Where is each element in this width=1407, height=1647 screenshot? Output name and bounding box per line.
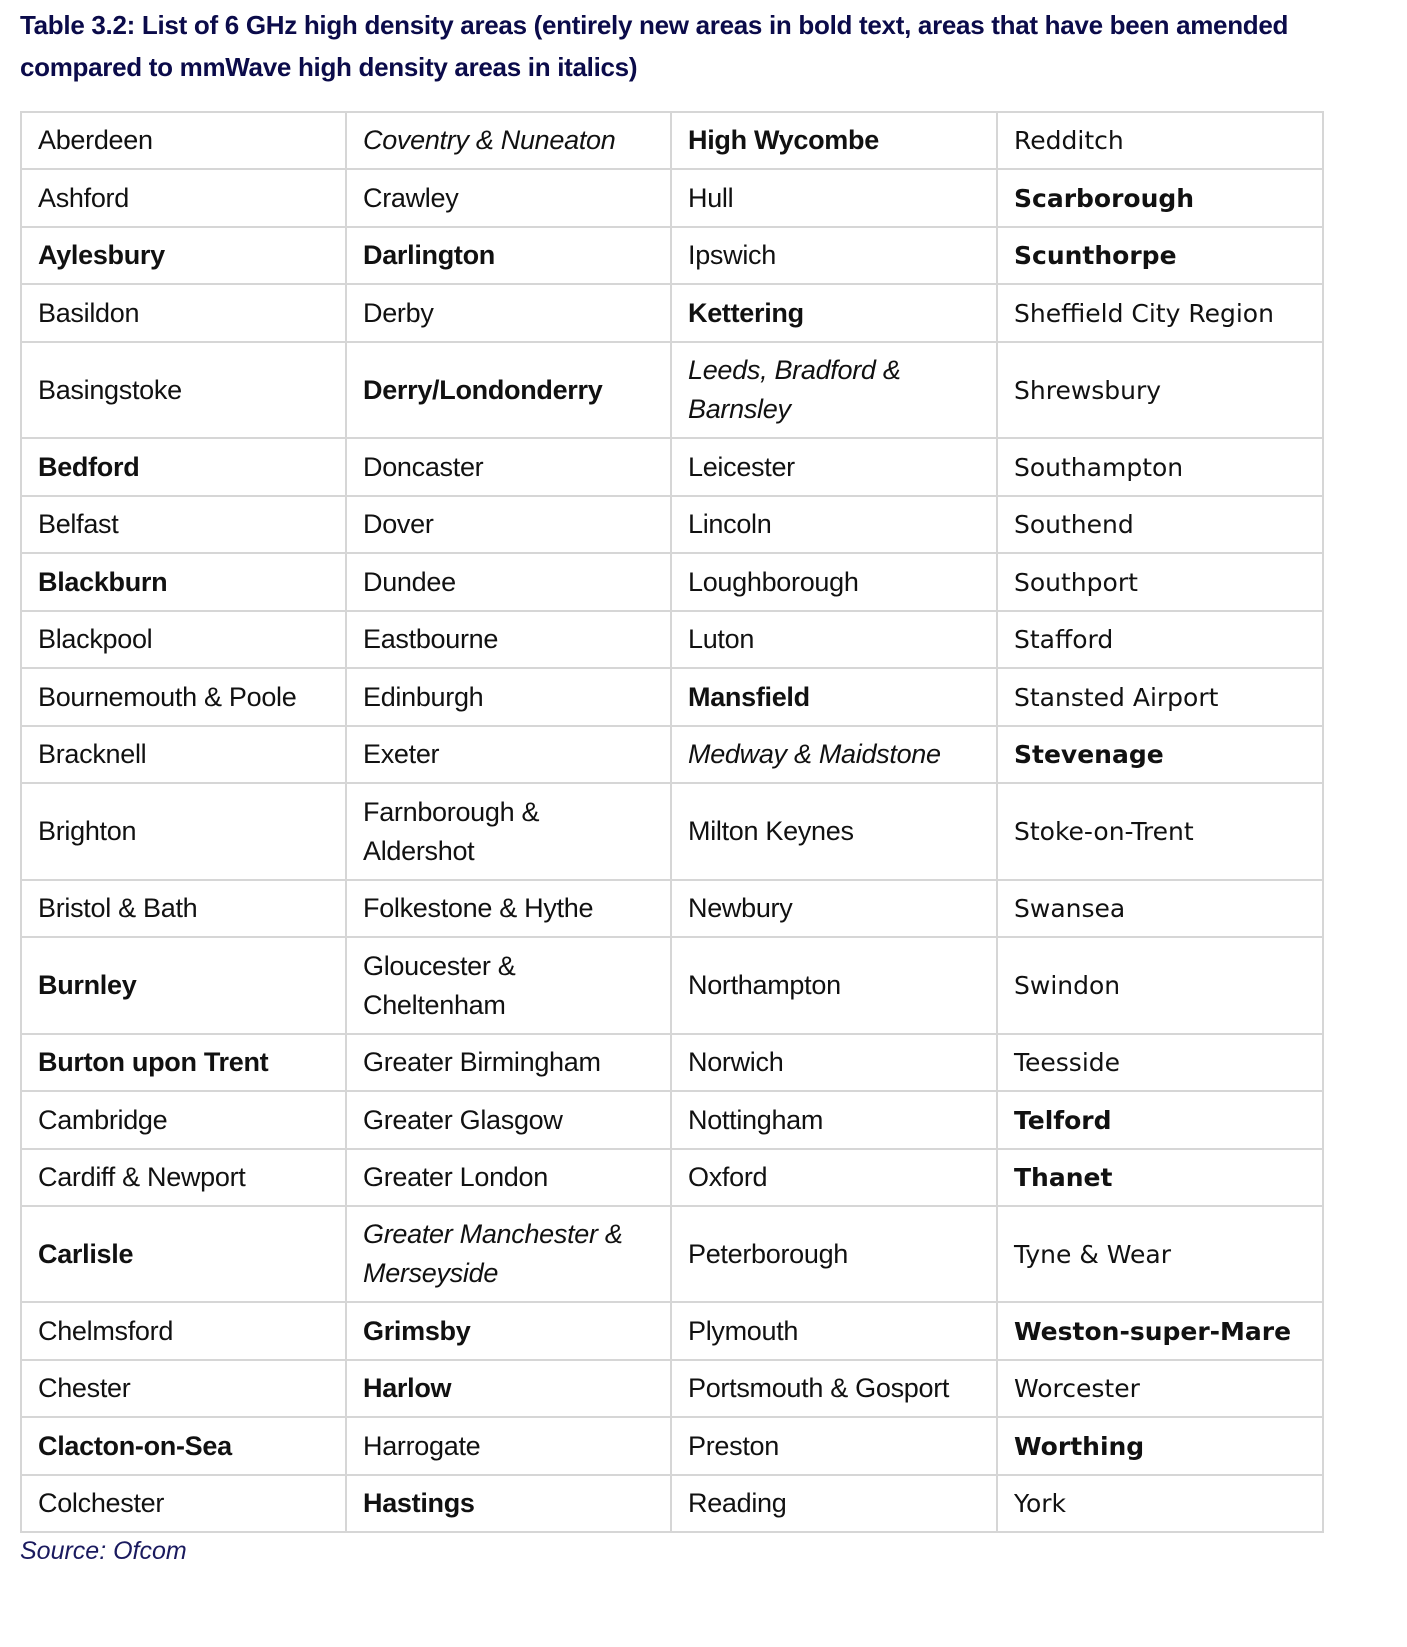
area-cell: Redditch (997, 112, 1323, 169)
area-cell: Cardiff & Newport (21, 1149, 346, 1206)
area-cell: Stevenage (997, 726, 1323, 783)
area-cell: Newbury (671, 880, 997, 937)
area-cell: Northampton (671, 937, 997, 1034)
area-cell: Stafford (997, 611, 1323, 668)
table-row (21, 1091, 1323, 1149)
area-cell: Derry/Londonderry (346, 342, 671, 438)
area-cell: Dover (346, 496, 671, 553)
area-cell: Mansfield (671, 668, 997, 726)
high-density-areas-table (20, 111, 1324, 1533)
area-cell: Farnborough & Aldershot (346, 783, 671, 880)
table-row (21, 726, 1323, 783)
area-cell: Basildon (21, 284, 346, 342)
area-cell: Hull (671, 169, 997, 227)
area-cell: Bedford (21, 438, 346, 496)
area-cell: Norwich (671, 1034, 997, 1091)
area-cell: Grimsby (346, 1302, 671, 1360)
area-cell: Carlisle (21, 1206, 346, 1302)
table-row (21, 284, 1323, 342)
area-cell: Peterborough (671, 1206, 997, 1302)
area-cell: Folkestone & Hythe (346, 880, 671, 937)
area-cell: Sheffield City Region (997, 284, 1323, 342)
table-row (21, 1417, 1323, 1475)
area-cell: Plymouth (671, 1302, 997, 1360)
area-cell: Bristol & Bath (21, 880, 346, 937)
area-cell: Southampton (997, 438, 1323, 496)
area-cell: York (997, 1475, 1323, 1532)
area-cell: Eastbourne (346, 611, 671, 668)
source-note: Source: Ofcom (20, 1537, 187, 1565)
area-cell: Crawley (346, 169, 671, 227)
area-cell: Clacton-on-Sea (21, 1417, 346, 1475)
area-cell: Leeds, Bradford & Barnsley (671, 342, 997, 438)
table-row (21, 342, 1323, 438)
area-cell: Blackburn (21, 553, 346, 611)
table-body (21, 112, 1323, 1532)
area-cell: Edinburgh (346, 668, 671, 726)
area-cell: Greater Glasgow (346, 1091, 671, 1149)
area-cell: Aberdeen (21, 112, 346, 169)
area-cell: Bracknell (21, 726, 346, 783)
area-cell: Luton (671, 611, 997, 668)
table-row (21, 1360, 1323, 1417)
area-cell: Chelmsford (21, 1302, 346, 1360)
table-row (21, 1206, 1323, 1302)
area-cell: Worcester (997, 1360, 1323, 1417)
area-cell: High Wycombe (671, 112, 997, 169)
table-row (21, 169, 1323, 227)
area-cell: Leicester (671, 438, 997, 496)
area-cell: Southport (997, 553, 1323, 611)
table-caption: Table 3.2: List of 6 GHz high density areas (entirely new areas in bold text, areas that have been amended compared to mmWave high density areas in italics) (20, 10, 1289, 82)
area-cell: Darlington (346, 227, 671, 284)
table-row (21, 438, 1323, 496)
area-cell: Doncaster (346, 438, 671, 496)
area-cell: Coventry & Nuneaton (346, 112, 671, 169)
area-cell: Cambridge (21, 1091, 346, 1149)
area-cell: Blackpool (21, 611, 346, 668)
table-row (21, 783, 1323, 880)
area-cell: Nottingham (671, 1091, 997, 1149)
area-cell: Belfast (21, 496, 346, 553)
table-row (21, 937, 1323, 1034)
table-row (21, 880, 1323, 937)
area-cell: Colchester (21, 1475, 346, 1532)
area-cell: Stansted Airport (997, 668, 1323, 726)
area-cell: Portsmouth & Gosport (671, 1360, 997, 1417)
table-row (21, 496, 1323, 553)
area-cell: Greater Manchester & Merseyside (346, 1206, 671, 1302)
area-cell: Harlow (346, 1360, 671, 1417)
area-cell: Lincoln (671, 496, 997, 553)
area-cell: Weston-super-Mare (997, 1302, 1323, 1360)
area-cell: Stoke-on-Trent (997, 783, 1323, 880)
area-cell: Oxford (671, 1149, 997, 1206)
area-cell: Scunthorpe (997, 227, 1323, 284)
area-cell: Harrogate (346, 1417, 671, 1475)
area-cell: Reading (671, 1475, 997, 1532)
area-cell: Southend (997, 496, 1323, 553)
table-row (21, 1034, 1323, 1091)
table-row (21, 1149, 1323, 1206)
area-cell: Teesside (997, 1034, 1323, 1091)
area-cell: Loughborough (671, 553, 997, 611)
area-cell: Greater Birmingham (346, 1034, 671, 1091)
area-cell: Basingstoke (21, 342, 346, 438)
table-row (21, 1475, 1323, 1532)
area-cell: Preston (671, 1417, 997, 1475)
area-cell: Tyne & Wear (997, 1206, 1323, 1302)
area-cell: Kettering (671, 284, 997, 342)
area-cell: Burnley (21, 937, 346, 1034)
area-cell: Hastings (346, 1475, 671, 1532)
area-cell: Telford (997, 1091, 1323, 1149)
area-cell: Medway & Maidstone (671, 726, 997, 783)
area-cell: Burton upon Trent (21, 1034, 346, 1091)
area-cell: Worthing (997, 1417, 1323, 1475)
table-row (21, 611, 1323, 668)
table-row (21, 668, 1323, 726)
area-cell: Greater London (346, 1149, 671, 1206)
area-cell: Scarborough (997, 169, 1323, 227)
area-cell: Chester (21, 1360, 346, 1417)
area-cell: Derby (346, 284, 671, 342)
area-cell: Swindon (997, 937, 1323, 1034)
area-cell: Dundee (346, 553, 671, 611)
table-row (21, 553, 1323, 611)
area-cell: Thanet (997, 1149, 1323, 1206)
area-cell: Brighton (21, 783, 346, 880)
area-cell: Exeter (346, 726, 671, 783)
area-cell: Ashford (21, 169, 346, 227)
area-cell: Gloucester & Cheltenham (346, 937, 671, 1034)
area-cell: Bournemouth & Poole (21, 668, 346, 726)
table-row (21, 227, 1323, 284)
area-cell: Milton Keynes (671, 783, 997, 880)
table-row (21, 112, 1323, 169)
area-cell: Aylesbury (21, 227, 346, 284)
table-row (21, 1302, 1323, 1360)
area-cell: Shrewsbury (997, 342, 1323, 438)
area-cell: Ipswich (671, 227, 997, 284)
area-cell: Swansea (997, 880, 1323, 937)
